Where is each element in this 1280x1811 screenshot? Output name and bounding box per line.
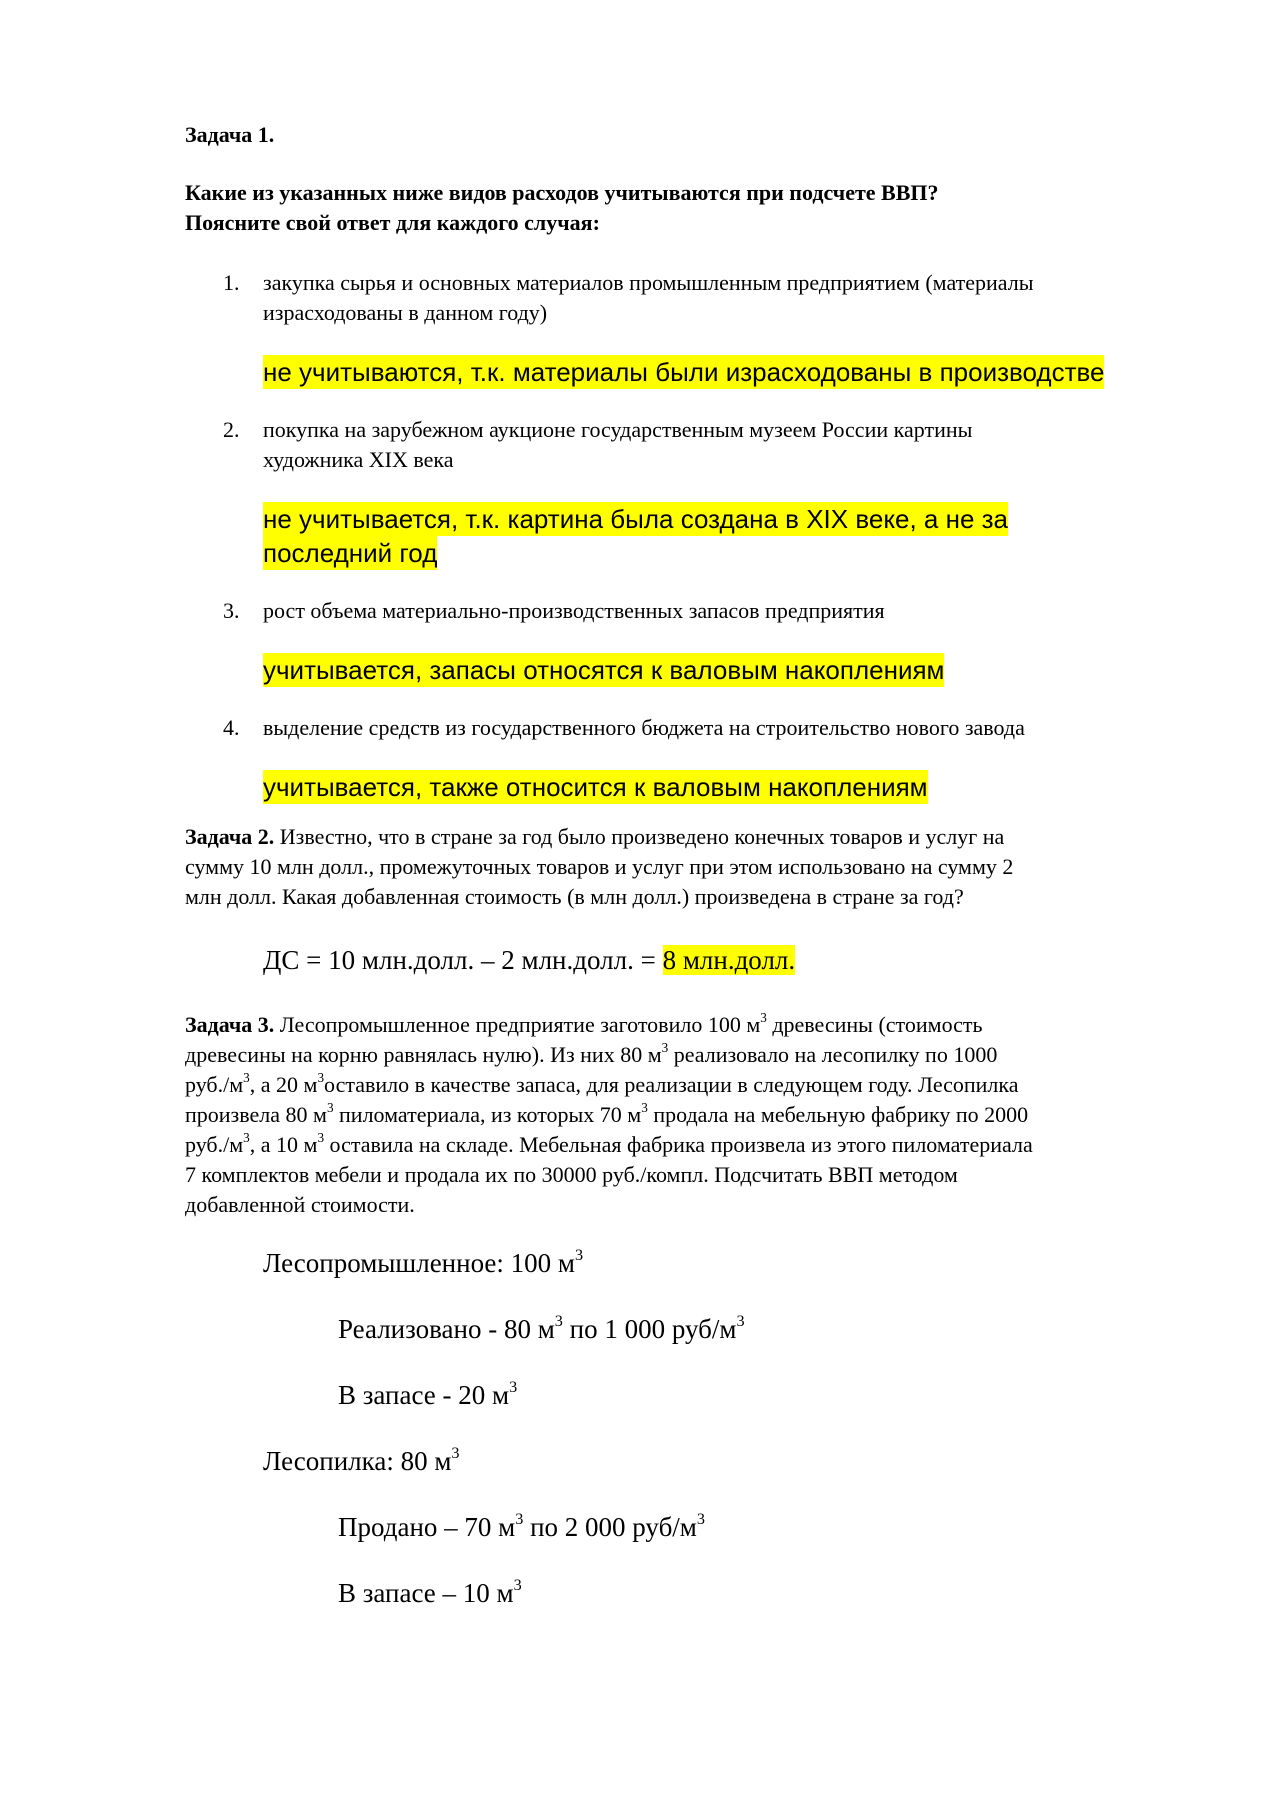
- task3-text: реализовало на лесопилку по 1000: [668, 1042, 998, 1067]
- task3-text: древесины на корню равнялась нулю). Из них 80 м: [185, 1042, 662, 1067]
- task3-line6: 7 комплектов мебели и продала их по 30000 руб./компл. Подсчитать ВВП методом: [185, 1162, 958, 1187]
- task2-text-line2: сумму 10 млн долл., промежуточных товаров и услуг при этом использовано на сумму 2: [185, 854, 1014, 879]
- task3-text: пиломатериала, из которых 70 м: [333, 1102, 642, 1127]
- item-text-line1: рост объема материально-производственных запасов предприятия: [263, 598, 885, 623]
- calc-row-forestry: [263, 1246, 1195, 1280]
- list-item: [185, 268, 1195, 328]
- task3-title: Задача 3.: [185, 1012, 275, 1037]
- answer-highlight: учитывается, также относится к валовым накоплениям: [263, 772, 928, 802]
- task2-block: [185, 822, 1195, 912]
- task3-line5: [185, 1130, 1195, 1160]
- task2-line1: [185, 822, 1195, 852]
- superscript: 3: [326, 1099, 334, 1115]
- list-item: [185, 596, 1195, 626]
- superscript: 3: [661, 1039, 669, 1055]
- calc-row-stock: [338, 1378, 1195, 1412]
- task3-text: древесины (стоимость: [766, 1012, 983, 1037]
- task2-text-line1: Известно, что в стране за год было произведено конечных товаров и услуг на: [274, 824, 1005, 849]
- answer-highlight: не учитывается, т.к. картина была создана в XIX веке, а не за: [263, 504, 1009, 534]
- calc-row-stock2: [338, 1576, 1195, 1610]
- item-answer: [263, 770, 1195, 804]
- task1-items-list: [185, 268, 1195, 804]
- task3-line3: [185, 1070, 1195, 1100]
- equation-result: 8 млн.долл.: [662, 945, 796, 975]
- item-text-line1: выделение средств из государственного бюджета на строительство нового завода: [263, 715, 1025, 740]
- superscript: 3: [574, 1246, 584, 1264]
- task1-title: Задача 1.: [185, 122, 275, 147]
- answer-highlight: не учитываются, т.к. материалы были израсходованы в производстве: [263, 357, 1105, 387]
- task3-calculation: [185, 1246, 1195, 1610]
- task3-text: , а 20 м: [249, 1072, 318, 1097]
- task3-text: произвела 80 м: [185, 1102, 327, 1127]
- task3-text: руб./м: [185, 1072, 244, 1097]
- superscript: 3: [513, 1576, 522, 1594]
- item-answer: [263, 502, 1195, 570]
- calc-text: Лесопилка: 80 м: [263, 1446, 452, 1476]
- task2-title: Задача 2.: [185, 824, 275, 849]
- superscript: 3: [696, 1510, 705, 1528]
- calc-row-sawmill: [263, 1444, 1195, 1478]
- superscript: 3: [515, 1510, 524, 1528]
- calc-row-sold2: [338, 1510, 1195, 1544]
- superscript: 3: [243, 1129, 250, 1145]
- task3-text: продала на мебельную фабрику по 2000: [647, 1102, 1029, 1127]
- calc-text: В запасе – 10 м: [338, 1578, 514, 1608]
- task3-block: [185, 1010, 1195, 1220]
- item-text-line2: израсходованы в данном году): [263, 300, 548, 325]
- calc-text: Реализовано - 80 м: [338, 1314, 555, 1344]
- task3-text: оставила на складе. Мебельная фабрика произвела из этого пиломатериала: [324, 1132, 1033, 1157]
- item-text-line1: покупка на зарубежном аукционе государственным музеем России картины: [263, 417, 973, 442]
- calc-text: В запасе - 20 м: [338, 1380, 510, 1410]
- list-item: [185, 713, 1195, 743]
- task1-question-line1: Какие из указанных ниже видов расходов учитываются при подсчете ВВП?: [185, 180, 939, 205]
- equation-text: ДС = 10 млн.долл. – 2 млн.долл. =: [263, 945, 663, 975]
- task2-text-line3: млн долл. Какая добавленная стоимость (в млн долл.) произведена в стране за год?: [185, 884, 964, 909]
- item-number: 3.: [223, 598, 240, 623]
- superscript: 3: [736, 1312, 745, 1330]
- superscript: 3: [760, 1009, 767, 1025]
- task3-text: руб./м: [185, 1132, 244, 1157]
- task2-equation: [263, 942, 1195, 978]
- task1-question-line2: Поясните свой ответ для каждого случая:: [185, 210, 600, 235]
- superscript: 3: [554, 1312, 563, 1330]
- task3-line4: [185, 1100, 1195, 1130]
- calc-text: по 1 000 руб/м: [562, 1314, 737, 1344]
- task3-text: , а 10 м: [249, 1132, 318, 1157]
- document-page: [185, 120, 1195, 1642]
- task3-text: оставило в качестве запаса, для реализации в следующем году. Лесопилка: [324, 1072, 1019, 1097]
- task3-line1: [185, 1010, 1195, 1040]
- item-number: 1.: [223, 270, 240, 295]
- superscript: 3: [243, 1069, 250, 1085]
- item-number: 4.: [223, 715, 240, 740]
- answer-highlight: последний год: [263, 538, 438, 568]
- superscript: 3: [317, 1129, 325, 1145]
- item-text-line2: художника XIX века: [263, 447, 454, 472]
- superscript: 3: [641, 1099, 648, 1115]
- calc-text: Лесопромышленное: 100 м: [263, 1248, 575, 1278]
- item-number: 2.: [223, 417, 240, 442]
- superscript: 3: [317, 1069, 325, 1085]
- item-answer: [263, 653, 1195, 687]
- task3-text: Лесопромышленное предприятие заготовило 100 м: [274, 1012, 761, 1037]
- answer-highlight: учитывается, запасы относятся к валовым накоплениям: [263, 655, 945, 685]
- calc-text: по 2 000 руб/м: [523, 1512, 697, 1542]
- task3-line2: [185, 1040, 1195, 1070]
- item-text-line1: закупка сырья и основных материалов промышленным предприятием (материалы: [263, 270, 1034, 295]
- calc-text: Продано – 70 м: [338, 1512, 516, 1542]
- superscript: 3: [451, 1444, 460, 1462]
- item-answer: [263, 355, 1195, 389]
- calc-row-sold: [338, 1312, 1195, 1346]
- superscript: 3: [509, 1378, 518, 1396]
- list-item: [185, 415, 1195, 475]
- task3-line7: добавленной стоимости.: [185, 1192, 415, 1217]
